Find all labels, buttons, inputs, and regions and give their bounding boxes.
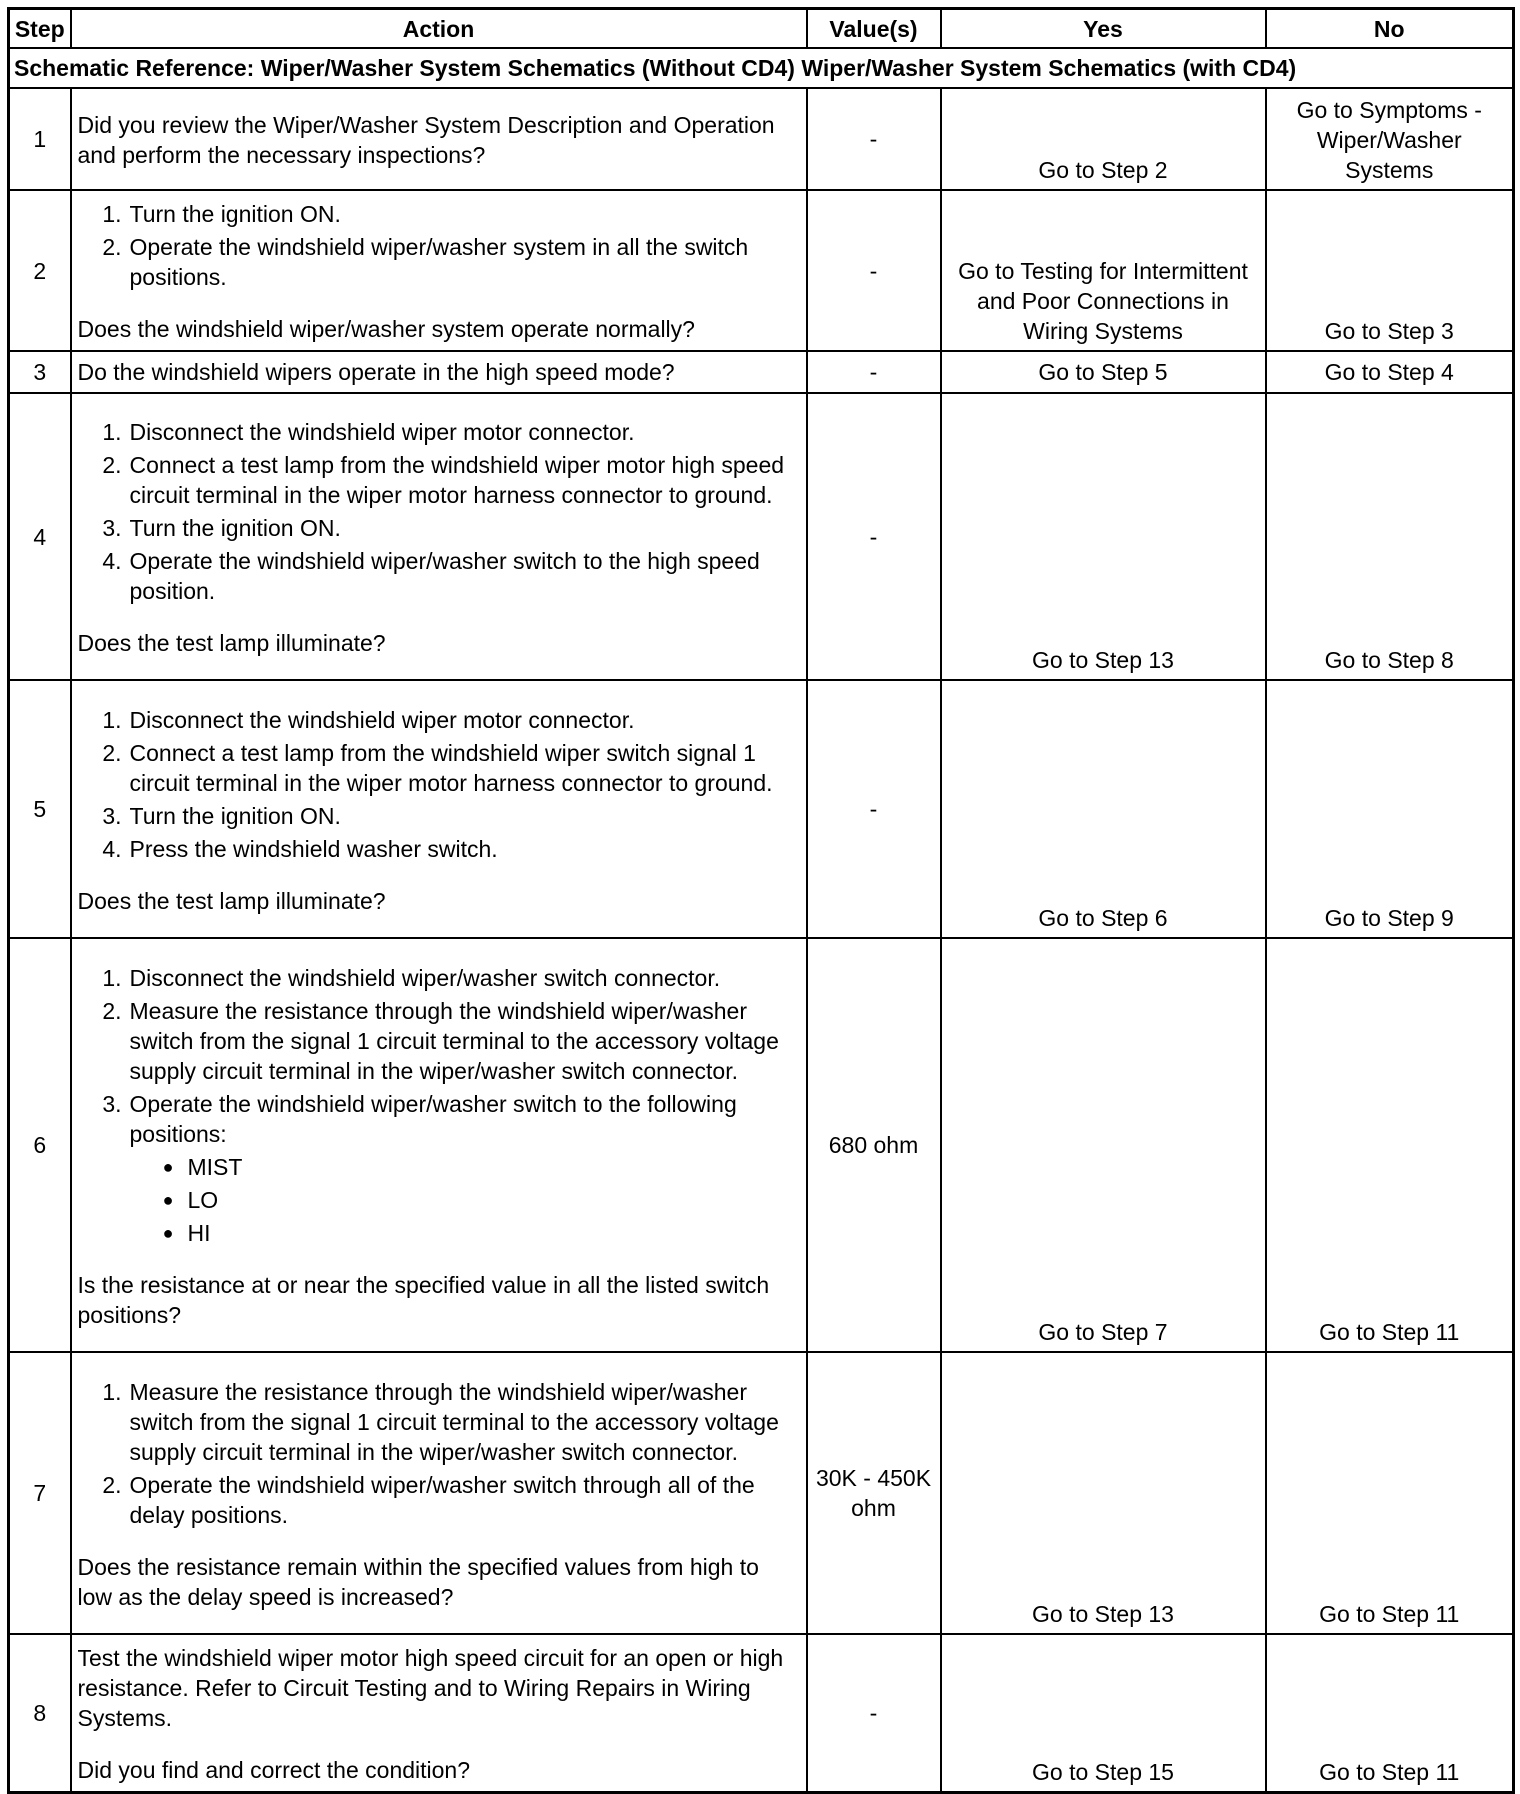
no-cell: Go to Step 11 (1266, 1634, 1514, 1792)
yes-cell: Go to Step 2 (941, 88, 1266, 190)
bullet-icon: ● (162, 1189, 174, 1210)
no-cell: Go to Step 11 (1266, 1352, 1514, 1634)
list-item: 3. Turn the ignition ON. (102, 515, 341, 541)
position-bullets (78, 1152, 800, 1248)
no-cell: Go to Step 8 (1266, 393, 1514, 680)
step-number: 1 (9, 88, 71, 190)
action-steps (78, 705, 800, 864)
table-row (9, 351, 1514, 393)
list-item: 2. Operate the windshield wiper/washer switch through all of the delay positions. (102, 1471, 755, 1528)
table-row (9, 1634, 1514, 1792)
yes-cell: Go to Testing for Intermittent and Poor Connections in Wiring Systems (941, 190, 1266, 351)
yes-cell: Go to Step 13 (941, 1352, 1266, 1634)
action-question: Does the test lamp illuminate? (77, 630, 386, 656)
bullet-icon: ● (162, 1222, 174, 1243)
action-cell (71, 351, 807, 393)
value-cell: - (807, 393, 941, 680)
step-number: 4 (9, 393, 71, 680)
action-steps (78, 199, 800, 292)
step-number: 3 (9, 351, 71, 393)
list-item: 3. Operate the windshield wiper/washer switch to the following positions: (102, 1090, 737, 1147)
step-number: 6 (9, 938, 71, 1352)
action-steps (78, 1377, 800, 1530)
list-item: 2. Measure the resistance through the windshield wiper/washer switch from the signal 1 circuit terminal to the accessory voltage supply circuit terminal in the wiper/washer switch connector. (102, 997, 779, 1084)
step-number: 2 (9, 190, 71, 351)
diagnostic-table-document (7, 7, 1512, 1794)
action-question: Does the resistance remain within the specified values from high to low as the delay speed is increased? (77, 1553, 759, 1610)
action-question: Does the windshield wiper/washer system operate normally? (77, 316, 695, 342)
value-cell: - (807, 88, 941, 190)
list-item: 1. Disconnect the windshield wiper motor connector. (102, 706, 635, 733)
list-item: ● MIST (78, 1152, 800, 1182)
no-cell: Go to Step 11 (1266, 938, 1514, 1352)
header-values: Value(s) (807, 9, 941, 49)
diagnostic-table (7, 7, 1515, 1794)
header-no: No (1266, 9, 1514, 49)
action-cell (71, 190, 807, 351)
no-cell: Go to Step 3 (1266, 190, 1514, 351)
list-item: 1. Disconnect the windshield wiper/washer switch connector. (102, 964, 721, 991)
list-item: ● HI (78, 1218, 800, 1248)
yes-cell: Go to Step 13 (941, 393, 1266, 680)
list-item: 2. Connect a test lamp from the windshield wiper switch signal 1 circuit terminal in the wiper motor harness connector to ground. (102, 739, 773, 796)
list-item: 4. Operate the windshield wiper/washer switch to the high speed position. (102, 548, 760, 604)
list-item: 1. Disconnect the windshield wiper motor connector. (102, 419, 635, 445)
yes-cell: Go to Step 7 (941, 938, 1266, 1352)
table-row (9, 190, 1514, 351)
step-number: 7 (9, 1352, 71, 1634)
action-cell (71, 1634, 807, 1792)
action-text: Did you review the Wiper/Washer System Description and Operation and perform the necessary inspections? (77, 112, 775, 168)
table-row (9, 680, 1514, 938)
schematic-reference: Schematic Reference: Wiper/Washer System Schematics (Without CD4) Wiper/Washer System Schematics (with CD4) (9, 48, 1514, 88)
table-row (9, 88, 1514, 190)
header-yes: Yes (941, 9, 1266, 49)
table-row (9, 393, 1514, 680)
value-cell: 30K - 450K ohm (807, 1352, 941, 1634)
schematic-reference-row (9, 48, 1514, 88)
yes-cell: Go to Step 5 (941, 351, 1266, 393)
list-item: ● LO (78, 1185, 800, 1215)
table-row (9, 938, 1514, 1352)
value-cell: 680 ohm (807, 938, 941, 1352)
header-step: Step (9, 9, 71, 49)
action-steps (78, 963, 800, 1149)
no-cell: Go to Step 4 (1266, 351, 1514, 393)
action-steps (78, 417, 800, 606)
action-question: Is the resistance at or near the specified value in all the listed switch positions? (77, 1271, 770, 1328)
yes-cell: Go to Step 6 (941, 680, 1266, 938)
action-question: Does the test lamp illuminate? (77, 887, 386, 914)
list-item: 3. Turn the ignition ON. (102, 802, 341, 829)
bullet-icon: ● (162, 1156, 174, 1177)
value-cell: - (807, 680, 941, 938)
action-text: Test the windshield wiper motor high speed circuit for an open or high resistance. Refer to Circuit Testing and to Wiring Repairs in Wiring Systems. (77, 1644, 784, 1731)
action-cell (71, 1352, 807, 1634)
yes-cell: Go to Step 15 (941, 1634, 1266, 1792)
no-cell: Go to Step 9 (1266, 680, 1514, 938)
table-row (9, 1352, 1514, 1634)
action-cell (71, 680, 807, 938)
list-item: 2. Operate the windshield wiper/washer system in all the switch positions. (102, 234, 749, 290)
action-question: Did you find and correct the condition? (77, 1756, 471, 1783)
action-cell (71, 938, 807, 1352)
action-cell (71, 393, 807, 680)
list-item: 4. Press the windshield washer switch. (102, 835, 498, 862)
step-number: 8 (9, 1634, 71, 1792)
header-action: Action (71, 9, 807, 49)
action-text: Do the windshield wipers operate in the high speed mode? (77, 359, 675, 385)
no-cell: Go to Symptoms - Wiper/Washer Systems (1266, 88, 1514, 190)
list-item: 1. Turn the ignition ON. (102, 201, 341, 227)
list-item: 2. Connect a test lamp from the windshield wiper motor high speed circuit terminal in the wiper motor harness connector to ground. (102, 452, 785, 508)
action-cell (71, 88, 807, 190)
value-cell: - (807, 351, 941, 393)
list-item: 1. Measure the resistance through the windshield wiper/washer switch from the signal 1 circuit terminal to the accessory voltage supply circuit terminal in the wiper/washer switch connector. (102, 1378, 779, 1465)
header-row (9, 9, 1514, 49)
value-cell: - (807, 1634, 941, 1792)
step-number: 5 (9, 680, 71, 938)
value-cell: - (807, 190, 941, 351)
